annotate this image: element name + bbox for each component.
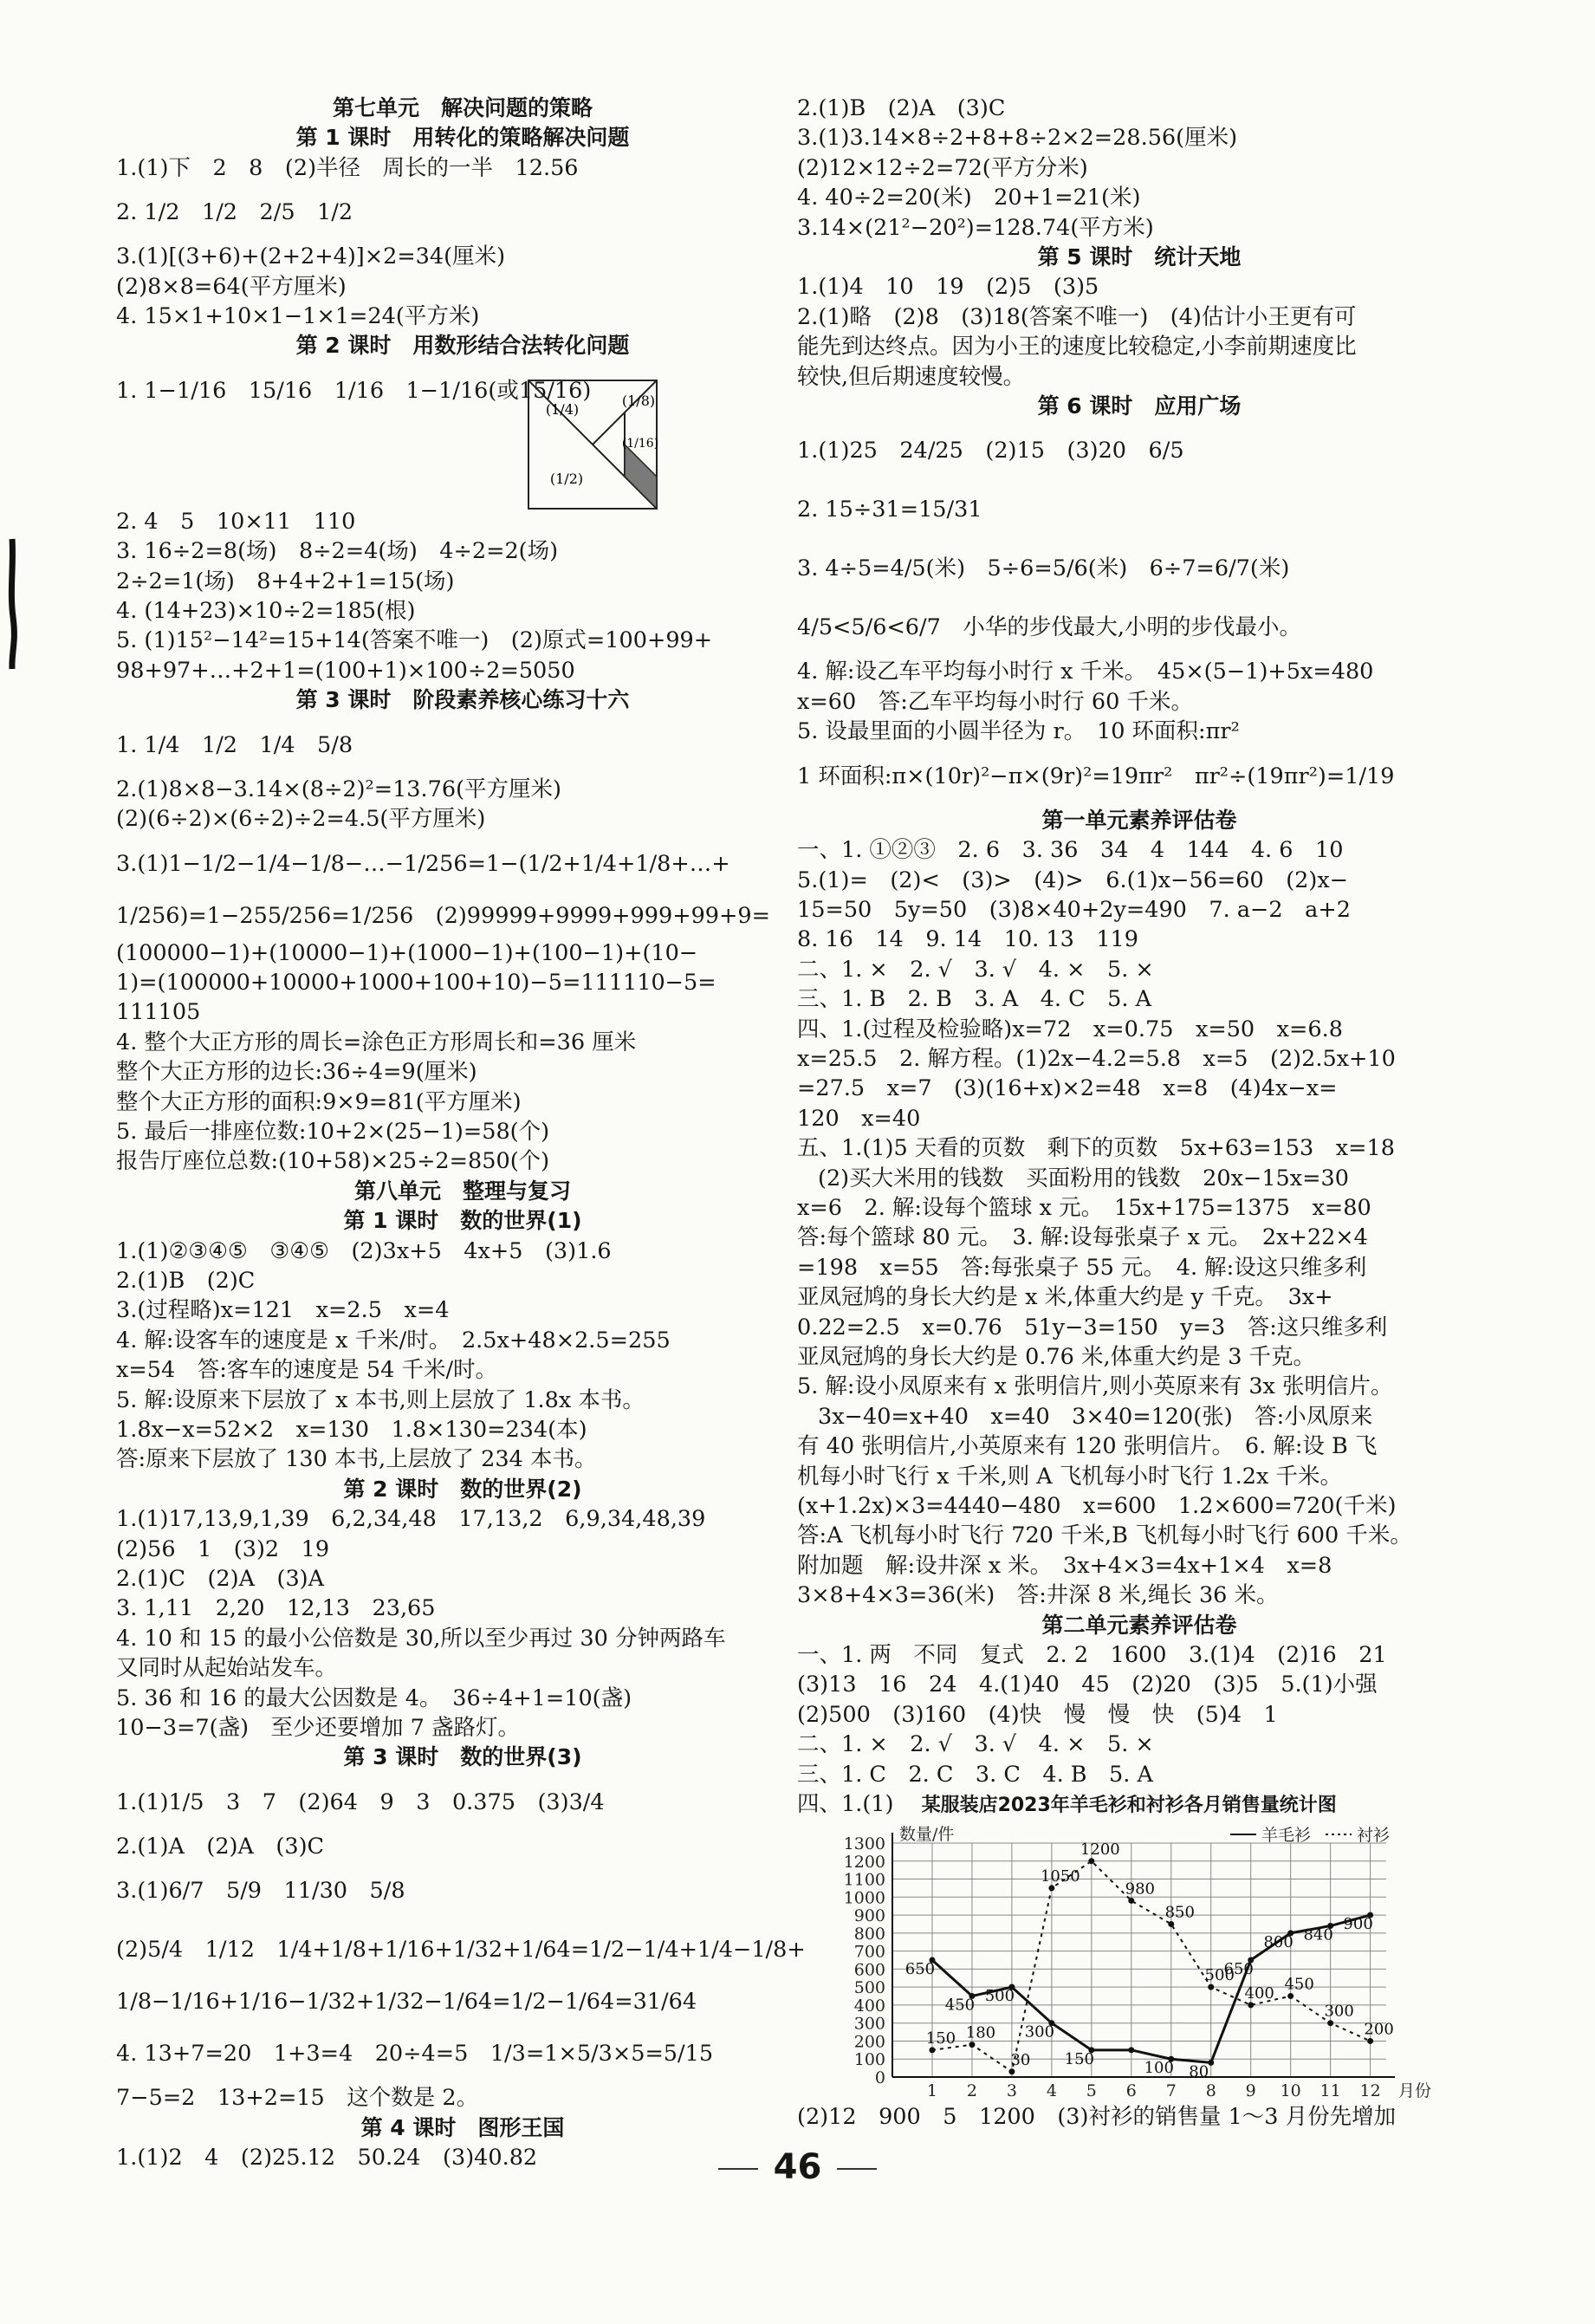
answer-line: 报告厅座位总数:(10+58)×25÷2=850(个) <box>116 1148 550 1175</box>
answer-line: 3.(过程略)x=121 x=2.5 x=4 <box>116 1297 450 1324</box>
answer-line: 15=50 5y=50 (3)8×40+2y=490 7. a−2 a+2 <box>797 896 1351 923</box>
y-tick-label: 900 <box>853 1905 885 1925</box>
answer-line: 有 40 张明信片,小英原来有 120 张明信片。 6. 解:设 B 飞 <box>797 1433 1378 1460</box>
data-point <box>1128 1897 1134 1903</box>
data-label: 980 <box>1125 1879 1155 1898</box>
legend-label-1: 羊毛衫 <box>1261 1825 1312 1845</box>
data-label: 500 <box>1204 1965 1235 1984</box>
answer-line: 较快,但后期速度较慢。 <box>797 363 1026 390</box>
x-tick-label: 7 <box>1165 2081 1177 2100</box>
data-label: 300 <box>1324 2002 1354 2021</box>
answer-line: 7−5=2 13+2=15 这个数是 2。 <box>116 2085 479 2112</box>
answer-line: 1.(1)4 10 19 (2)5 (3)5 <box>797 274 1099 301</box>
question-number: 四、1.(1) <box>797 1791 894 1818</box>
x-tick-label: 11 <box>1319 2081 1341 2100</box>
answer-line: 2.(1)A (2)A (3)C <box>116 1833 325 1860</box>
x-tick-label: 12 <box>1359 2081 1381 2100</box>
data-label: 450 <box>1284 1975 1314 1994</box>
answer-line: 4. 解:设客车的速度是 x 千米/时。 2.5x+48×2.5=255 <box>116 1327 671 1354</box>
answer-line: 能先到达终点。因为小王的速度比较稳定,小李前期速度比 <box>797 334 1357 360</box>
answer-line: 4. 解:设乙车平均每小时行 x 千米。 45×(5−1)+5x=480 <box>797 659 1374 685</box>
answer-line: 1. 1−1/16 15/16 1/16 1−1/16(或15/16) <box>116 377 592 404</box>
chart-question-line <box>797 1789 1482 1821</box>
chart-title: 某服装店2023年羊毛衫和衬衫各月销售量统计图 <box>921 1795 1337 1817</box>
data-label: 850 <box>1164 1902 1195 1921</box>
answer-line: =27.5 x=7 (3)(16+x)×2=48 x=8 (4)4x−x= <box>797 1075 1338 1102</box>
answer-line: 附加题 解:设井深 x 米。 3x+4×3=4x+1×4 x=8 <box>797 1552 1332 1579</box>
answer-line: 3.(1)1−1/2−1/4−1/8−…−1/256=1−(1/2+1/4+1/8+…+ <box>116 850 730 877</box>
answer-line: (100000−1)+(10000−1)+(1000−1)+(100−1)+(10− <box>116 939 698 966</box>
answer-line: 5. 36 和 16 的最大公因数是 4。 36÷4+1=10(盏) <box>116 1685 632 1711</box>
answer-line: 四、1.(过程及检验略)x=72 x=0.75 x=50 x=6.8 <box>797 1016 1343 1042</box>
answer-line: (2)500 (3)160 (4)快 慢 慢 快 (5)4 1 <box>797 1701 1278 1728</box>
answer-line: x=25.5 2. 解方程。(1)2x−4.2=5.8 x=5 (2)2.5x+10 <box>797 1045 1396 1072</box>
fraction-square-diagram <box>528 380 658 510</box>
answer-line: 120 x=40 <box>797 1105 921 1132</box>
unit-7-title: 第七单元 解决问题的策略 <box>332 95 593 120</box>
legend-label-2: 衬衫 <box>1357 1825 1391 1845</box>
answer-line: 2.(1)8×8−3.14×(8÷2)²=13.76(平方厘米) <box>116 776 561 802</box>
answer-line: 1/8−1/16+1/16−1/32+1/32−1/64=1/2−1/64=31/64 <box>116 1989 697 2016</box>
page-number-text: 46 <box>773 2147 822 2187</box>
data-label: 180 <box>965 2023 996 2042</box>
answer-line: 2.(1)B (2)C <box>116 1267 256 1294</box>
answer-line: 又同时从起始站发车。 <box>116 1655 338 1682</box>
y-tick-label: 700 <box>853 1942 885 1962</box>
data-point <box>1367 2037 1373 2043</box>
answer-line: 5. 解:设原来下层放了 x 本书,则上层放了 1.8x 本书。 <box>116 1386 645 1413</box>
answer-line: (3)13 16 24 4.(1)40 45 (2)20 (3)5 5.(1)小强 <box>797 1672 1378 1698</box>
answer-line: 1.(1)下 2 8 (2)半径 周长的一半 12.56 <box>116 154 579 181</box>
y-tick-label: 0 <box>874 2068 885 2087</box>
answer-line: x=60 答:乙车平均每小时行 60 千米。 <box>797 688 1193 715</box>
data-label: 400 <box>1244 1983 1274 2003</box>
y-tick-label: 500 <box>853 1977 885 1997</box>
data-label: 150 <box>1064 2049 1095 2068</box>
data-point <box>969 2042 975 2048</box>
answer-line: 8. 16 14 9. 14 10. 13 119 <box>797 926 1138 953</box>
data-label: 1050 <box>1040 1866 1080 1886</box>
x-tick-label: 3 <box>1006 2081 1017 2100</box>
answer-line: 2. 15÷31=15/31 <box>797 497 982 523</box>
label-half: (1/2) <box>549 471 584 487</box>
label-eighth: (1/8) <box>621 393 656 409</box>
x-tick-label: 8 <box>1205 2081 1216 2100</box>
answer-line: 1)=(100000+10000+1000+100+10)−5=111110−5= <box>116 969 716 996</box>
answer-line: 4. 40÷2=20(米) 20+1=21(米) <box>797 185 1141 211</box>
answer-line: 整个大正方形的边长:36÷4=9(厘米) <box>116 1059 477 1086</box>
data-label: 300 <box>1024 2022 1055 2042</box>
answer-line: 2÷2=1(场) 8+4+2+1=15(场) <box>116 568 455 594</box>
data-point <box>1048 1885 1054 1891</box>
label-sixteenth: (1/16) <box>621 437 659 451</box>
answer-line: 3.(1)6/7 5/9 11/30 5/8 <box>116 1878 405 1905</box>
answer-line: (x+1.2x)×3=4440−480 x=600 1.2×600=720(千米) <box>797 1493 1397 1520</box>
data-label: 80 <box>1189 2061 1209 2081</box>
answer-line: 5. 最后一排座位数:10+2×(25−1)=58(个) <box>116 1118 550 1145</box>
data-label: 650 <box>904 1959 936 1978</box>
answer-line: =198 x=55 答:每张桌子 55 元。 4. 解:设这只维多利 <box>797 1254 1367 1281</box>
answer-line: 答:每个篮球 80 元。 3. 解:设每张桌子 x 元。 2x+22×4 <box>797 1224 1368 1251</box>
answer-line: 亚凤冠鸠的身长大约是 x 米,体重大约是 y 千克。 3x+ <box>797 1284 1333 1311</box>
answer-line: (2)(6÷2)×(6÷2)÷2=4.5(平方厘米) <box>116 806 486 833</box>
answer-line: 1.(1)17,13,9,1,39 6,2,34,48 17,13,2 6,9,34,48,39 <box>116 1506 706 1533</box>
sales-line-chart <box>797 1821 1456 2099</box>
x-tick-label: 4 <box>1046 2081 1057 2100</box>
data-label: 100 <box>1144 2058 1174 2077</box>
answer-line: 3.14×(21²−20²)=128.74(平方米) <box>797 214 1154 241</box>
data-point <box>1208 2059 1214 2065</box>
y-tick-label: 800 <box>853 1924 885 1944</box>
answer-line: 三、1. C 2. C 3. C 4. B 5. A <box>797 1761 1153 1788</box>
data-point <box>1248 2002 1254 2008</box>
answer-line: (2)56 1 (3)2 19 <box>116 1535 330 1562</box>
answer-line: 1/256)=1−255/256=1/256 (2)99999+9999+999+99+9= <box>116 902 770 929</box>
ink-mark-decoration <box>7 539 17 669</box>
data-label: 800 <box>1263 1932 1294 1951</box>
y-tick-label: 1000 <box>843 1887 885 1907</box>
answer-line: (2)12×12÷2=72(平方分米) <box>797 154 1088 181</box>
y-tick-label: 300 <box>853 2014 885 2034</box>
answer-line: (2)8×8=64(平方厘米) <box>116 273 347 300</box>
data-point <box>1327 2020 1333 2026</box>
lesson-5-title: 第 5 课时 统计天地 <box>1037 244 1242 270</box>
data-label: 30 <box>1010 2050 1031 2069</box>
y-tick-label: 1100 <box>843 1870 885 1890</box>
answer-line: 5.(1)= (2)< (3)> (4)> 6.(1)x−56=60 (2)x− <box>797 867 1349 893</box>
y-tick-label: 600 <box>853 1959 885 1979</box>
answer-line: 2.(1)略 (2)8 (3)18(答案不唯一) (4)估计小王更有可 <box>797 303 1357 330</box>
lesson-title: 第 4 课时 图形王国 <box>360 2114 565 2140</box>
answer-line: 三、1. B 2. B 3. A 4. C 5. A <box>797 986 1151 1013</box>
data-point <box>929 2047 935 2053</box>
x-tick-label: 9 <box>1245 2081 1256 2100</box>
lesson-3-title: 第 3 课时 阶段素养核心练习十六 <box>295 687 630 713</box>
y-tick-label: 100 <box>853 2049 885 2069</box>
y-tick-label: 1200 <box>843 1852 885 1872</box>
unit-2-assessment-title: 第二单元素养评估卷 <box>1041 1612 1237 1638</box>
data-point <box>1088 1858 1094 1864</box>
page-number-dash <box>837 2168 877 2170</box>
answer-line: 3. 16÷2=8(场) 8÷2=4(场) 4÷2=2(场) <box>116 538 559 565</box>
answer-line: 3. 4÷5=4/5(米) 5÷6=5/6(米) 6÷7=6/7(米) <box>797 555 1290 582</box>
label-quarter: (1/4) <box>545 401 580 418</box>
answer-line: 4. 整个大正方形的周长=涂色正方形周长和=36 厘米 <box>116 1029 637 1055</box>
answer-line: 答:A 飞机每小时飞行 720 千米,B 飞机每小时飞行 600 千米。 <box>797 1522 1412 1549</box>
answer-line: 一、1. 两 不同 复式 2. 2 1600 3.(1)4 (2)16 21 <box>797 1642 1387 1669</box>
x-tick-label: 1 <box>926 2081 938 2100</box>
answer-line: 3×8+4×3=36(米) 答:井深 8 米,绳长 36 米。 <box>797 1582 1279 1609</box>
answer-line: 3x−40=x+40 x=40 3×40=120(张) 答:小凤原来 <box>818 1403 1373 1430</box>
data-label: 500 <box>984 1986 1015 2005</box>
answer-line: (2)5/4 1/12 1/4+1/8+1/16+1/32+1/64=1/2−1/4+1/4−1/8+ <box>116 1937 806 1964</box>
answer-line: 3. 1,11 2,20 12,13 23,65 <box>116 1595 436 1622</box>
answer-line: 5. 解:设小凤原来有 x 张明信片,则小英原来有 3x 张明信片。 <box>797 1373 1393 1400</box>
answer-line: 二、1. × 2. √ 3. √ 4. × 5. × <box>797 1731 1154 1758</box>
answer-line: 1.(1)②③④⑤ ③④⑤ (2)3x+5 4x+5 (3)1.6 <box>116 1237 612 1264</box>
data-label: 1200 <box>1080 1840 1120 1859</box>
right-answer-column <box>797 94 1482 2132</box>
answer-line: 4/5<5/6<6/7 小华的步伐最大,小明的步伐最小。 <box>797 614 1301 641</box>
lesson-2-title: 第 2 课时 用数形结合法转化问题 <box>295 333 630 359</box>
unit-1-assessment-title: 第一单元素养评估卷 <box>1041 807 1237 833</box>
data-label: 150 <box>925 2029 956 2048</box>
shaded-region <box>625 445 657 509</box>
answer-line: 3.(1)3.14×8÷2+8+8÷2×2=28.56(厘米) <box>797 125 1238 152</box>
answer-line: 五、1.(1)5 天看的页数 剩下的页数 5x+63=153 x=18 <box>797 1135 1395 1162</box>
data-label: 900 <box>1343 1914 1373 1933</box>
data-label: 650 <box>1223 1959 1254 1978</box>
answer-line: 1.8x−x=52×2 x=130 1.8×130=234(本) <box>116 1417 587 1443</box>
answer-line: x=54 答:客车的速度是 54 千米/时。 <box>116 1357 498 1384</box>
data-point <box>1008 2068 1015 2074</box>
answer-line: x=6 2. 解:设每个篮球 x 元。 15x+175=1375 x=80 <box>797 1194 1371 1221</box>
lesson-6-title: 第 6 课时 应用广场 <box>1037 393 1242 419</box>
data-point <box>1287 1993 1294 1999</box>
y-tick-label: 400 <box>853 1996 885 2016</box>
unit-8-title: 第八单元 整理与复习 <box>353 1178 571 1204</box>
lesson-title: 第 2 课时 数的世界(2) <box>343 1476 582 1502</box>
answer-line: 二、1. × 2. √ 3. √ 4. × 5. × <box>797 956 1154 983</box>
answer-line: 1.(1)25 24/25 (2)15 (3)20 6/5 <box>797 438 1184 464</box>
y-tick-label: 200 <box>853 2031 885 2051</box>
answer-line: 2.(1)B (2)A (3)C <box>797 95 1006 121</box>
data-label: 200 <box>1364 2019 1394 2038</box>
answer-line: 2. 1/2 1/2 2/5 1/2 <box>116 199 353 226</box>
answer-line: (2)买大米用的钱数 买面粉用的钱数 20x−15x=30 <box>818 1165 1349 1191</box>
answer-line: 5. 设最里面的小圆半径为 r。 10 环面积:πr² <box>797 718 1240 745</box>
answer-line: 111105 <box>116 999 201 1026</box>
data-point <box>1128 2047 1134 2053</box>
lesson-title: 第 3 课时 数的世界(3) <box>343 1744 582 1770</box>
x-tick-label: 2 <box>966 2081 977 2100</box>
answer-line: 2.(1)C (2)A (3)A <box>116 1566 325 1593</box>
lesson-1-title: 第 1 课时 用转化的策略解决问题 <box>295 125 630 151</box>
answer-line: 答:原来下层放了 130 本书,上层放了 234 本书。 <box>116 1446 597 1473</box>
answer-line: 1.(1)2 4 (2)25.12 50.24 (3)40.82 <box>116 2145 538 2171</box>
x-tick-label: 5 <box>1086 2081 1097 2100</box>
data-point <box>1208 1983 1214 1990</box>
answer-line: 整个大正方形的面积:9×9=81(平方厘米) <box>116 1088 522 1115</box>
answer-line: 10−3=7(盏) 至少还要增加 7 盏路灯。 <box>116 1715 520 1742</box>
x-tick-label: 10 <box>1280 2081 1301 2100</box>
data-point <box>1168 1920 1174 1926</box>
page-number <box>0 2147 1595 2187</box>
answer-line: 机每小时飞行 x 千米,则 A 飞机每小时飞行 1.2x 千米。 <box>797 1463 1342 1490</box>
answer-line: 1. 1/4 1/2 1/4 5/8 <box>116 731 353 758</box>
answer-line: 4. 15×1+10×1−1×1=24(平方米) <box>116 303 480 330</box>
y-tick-label: 1300 <box>843 1834 885 1853</box>
answer-line: 一、1. ①②③ 2. 6 3. 36 34 4 144 4. 6 10 <box>797 837 1344 864</box>
answer-line: 1.(1)1/5 3 7 (2)64 9 3 0.375 (3)3/4 <box>116 1788 605 1815</box>
left-answer-column <box>116 94 809 2173</box>
lesson-title: 第 1 课时 数的世界(1) <box>343 1208 582 1234</box>
answer-line: 亚凤冠鸠的身长大约是 0.76 米,体重大约是 3 千克。 <box>797 1344 1316 1370</box>
data-label: 840 <box>1303 1925 1333 1944</box>
page-number-dash <box>718 2168 758 2170</box>
answer-line: 0.22=2.5 x=0.76 51y−3=150 y=3 答:这只维多利 <box>797 1314 1388 1341</box>
x-axis-label: 月份 <box>1398 2081 1432 2100</box>
answer-line: 3.(1)[(3+6)+(2+2+4)]×2=34(厘米) <box>116 243 506 270</box>
x-tick-label: 6 <box>1125 2081 1137 2100</box>
answer-line: 4. 13+7=20 1+3=4 20÷4=5 1/3=1×5/3×5=5/15 <box>116 2041 714 2068</box>
answer-line: (2)12 900 5 1200 (3)衬衫的销售量 1～3 月份先增加 <box>797 2103 1397 2130</box>
answer-line: 1 环面积:π×(10r)²−π×(9r)²=19πr² πr²÷(19πr²)=1/19 <box>797 763 1395 789</box>
answer-line: 4. 10 和 15 的最小公倍数是 30,所以至少再过 30 分钟两路车 <box>116 1625 726 1652</box>
answer-line: 2. 4 5 10×11 110 <box>116 508 356 535</box>
data-label: 450 <box>944 1996 976 2015</box>
answer-line: 5. (1)15²−14²=15+14(答案不唯一) (2)原式=100+99+ <box>116 627 713 654</box>
y-axis-label: 数量/件 <box>899 1824 955 1844</box>
answer-line: 98+97+…+2+1=(100+1)×100÷2=5050 <box>116 657 575 684</box>
answer-line: 4. (14+23)×10÷2=185(根) <box>116 598 416 625</box>
